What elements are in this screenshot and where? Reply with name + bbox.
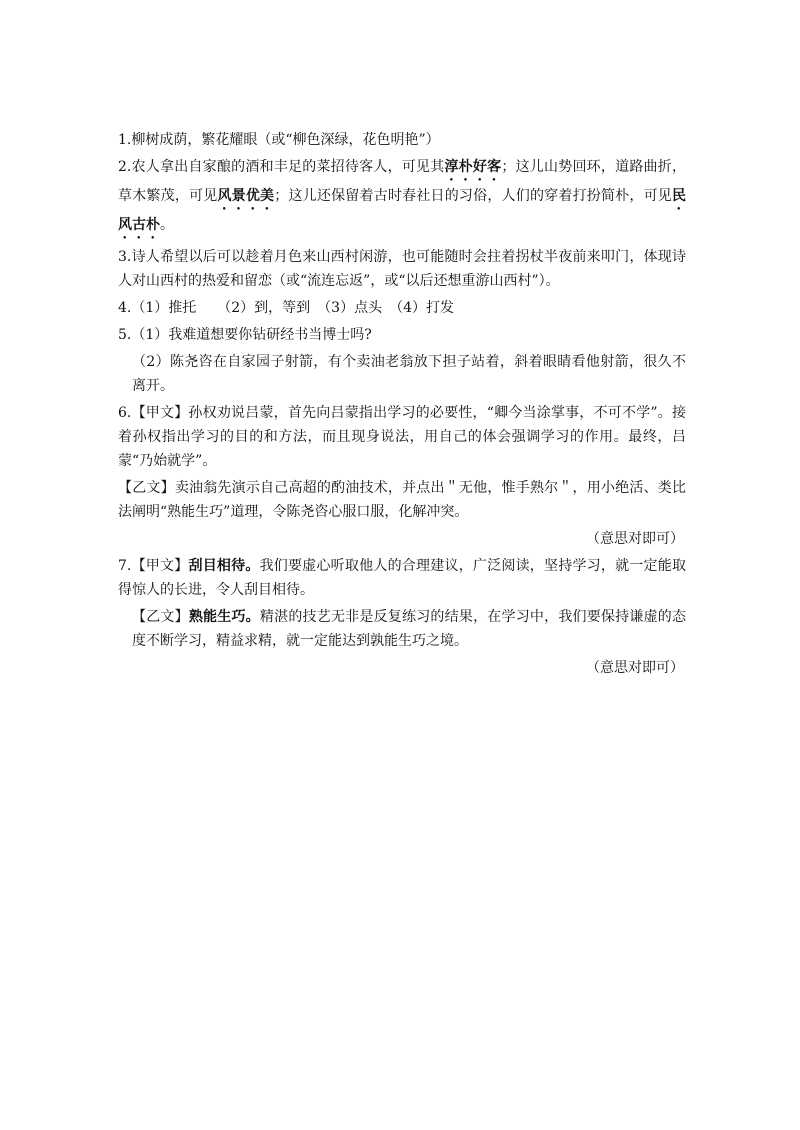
keyword-ancient-customs: 民风古朴 xyxy=(118,188,687,233)
answer-6-yi: 【乙文】卖油翁先演示自己高超的酌油技术，并点出＂无他，惟手熟尔＂，用小绝活、类比法阐明“熟能生巧”道理，令陈尧咨心服口服，化解冲突。 xyxy=(118,480,686,520)
answer-7-jia-lead: 7.【甲文】 xyxy=(118,558,189,574)
answer-7-jia xyxy=(118,554,686,602)
answer-5-1: 5.（1）我难道想要你钻研经书当博士吗? xyxy=(118,327,372,343)
answer-7-yi xyxy=(118,605,686,653)
answer-3: 3.诗人希望以后可以趁着月色来山西村闲游，也可能随时会拄着拐杖半夜前来叩门，体现诗人对山西村的热爱和留恋（或“流连忘返”，或“以后还想重游山西村”）。 xyxy=(118,249,686,289)
answer-2 xyxy=(118,155,686,242)
answer-7-jia-text: 我们要虚心听取他人的合理建议，广泛阅读，坚持学习，就一定能取得惊人的长进，令人刮目相待。 xyxy=(118,558,687,598)
keyword-beautiful-scenery: 风景优美 xyxy=(217,188,275,204)
keyword-simple-hospitable: 淳朴好客 xyxy=(444,159,502,175)
answer-7-yi-text: 精湛的技艺无非是反复练习的结果，在学习中，我们要保持谦虚的态度不断学习，精益求精，就一定能达到孰能生巧之境。 xyxy=(132,609,687,649)
answer-2-part-g: 。 xyxy=(160,217,174,233)
answer-7-yi-keyword: 熟能生巧。 xyxy=(188,609,260,625)
answer-6-jia: 6.【甲文】孙权劝说吕蒙，首先向吕蒙指出学习的必要性，“卿今当涂掌事，不可不学”。接着孙权指出学习的目的和方法，而且现身说法，用自己的体会强调学习的作用。最终，吕蒙“乃始就学”。 xyxy=(118,405,686,469)
answer-2-part-a: 2.农人拿出自家酿的酒和丰足的菜招待客人，可见其 xyxy=(118,159,445,175)
answer-2-part-c: ；这儿山势回环，道路曲折，草木繁茂，可见 xyxy=(118,159,687,204)
answer-4: 4.（1）推托 （2）到，等到 （3）点头 （4）打发 xyxy=(118,300,454,316)
answer-5-2: （2）陈尧咨在自家园子射箭，有个卖油老翁放下担子站着，斜着眼睛看他射箭，很久不离开。 xyxy=(132,354,686,394)
answer-7-yi-lead: 【乙文】 xyxy=(132,609,189,625)
answer-2-part-e: ；这儿还保留着古时春社日的习俗，人们的穿着打扮简朴，可见 xyxy=(274,188,673,204)
answer-6-note: （意思对即可） xyxy=(586,531,684,547)
answer-7-jia-keyword: 刮目相待。 xyxy=(188,558,260,574)
answer-1: 1.柳树成荫，繁花耀眼（或“柳色深绿，花色明艳”） xyxy=(118,132,440,148)
answer-sheet xyxy=(118,128,686,683)
answer-7-note: （意思对即可） xyxy=(586,660,684,676)
